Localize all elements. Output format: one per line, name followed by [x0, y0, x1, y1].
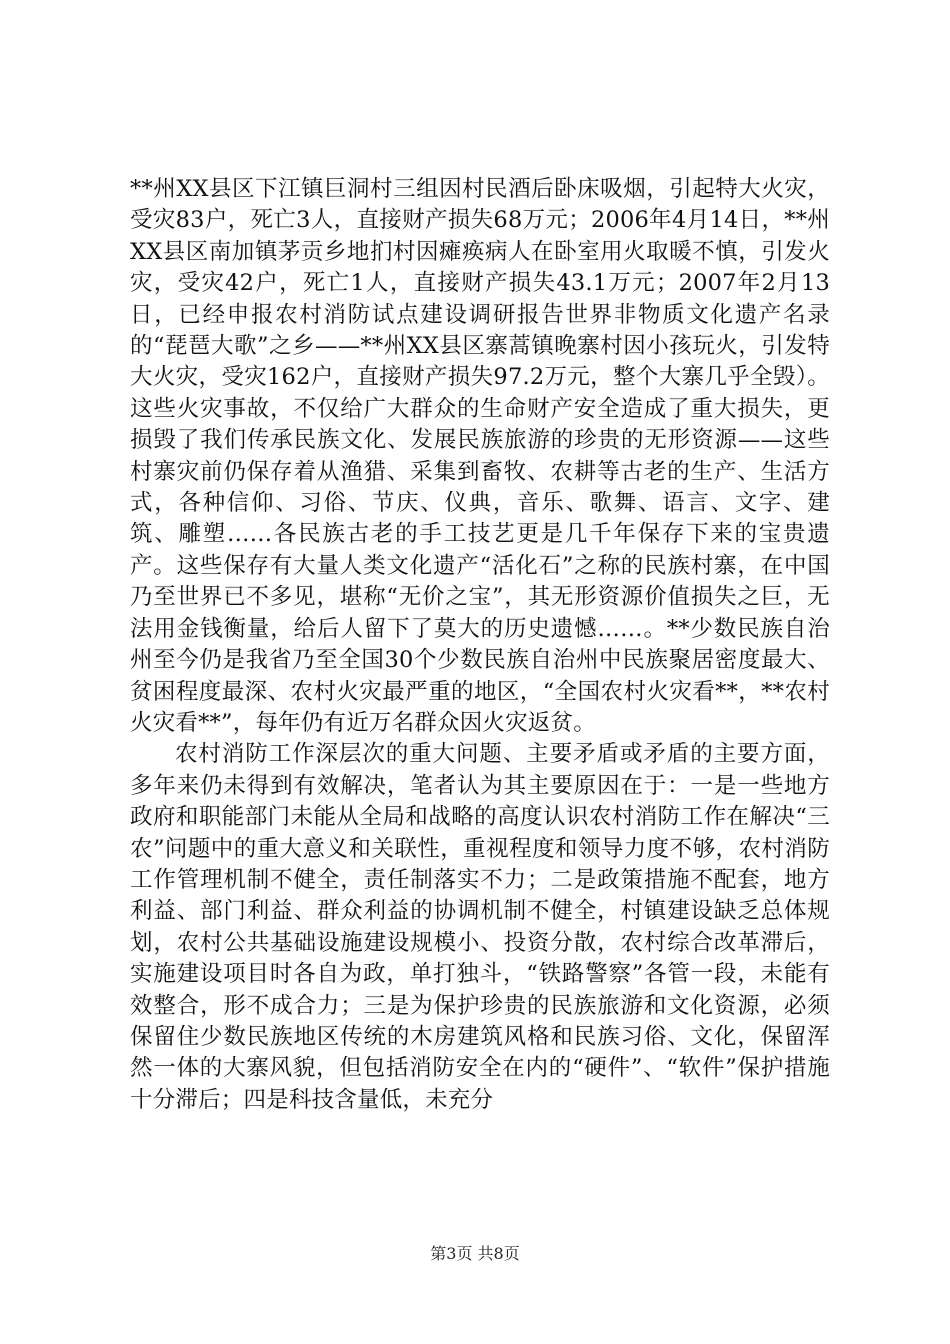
page-footer: 第3页 共8页 — [430, 1244, 520, 1263]
paragraph-fire-incidents: **州XX县区下江镇巨洞村三组因村民酒后卧床吸烟，引起特大火灾，受灾83户，死亡3人，直接财产损失68万元；2006年4月14日，**州XX县区南加镇茅贡乡地扪村因瘫痪病人在卧室用火取暖不慎，引发火灾，受灾42户，死亡1人，直接财产损失43.1万元；2007年2月13日，已经申报农村消防试点建设调研报告世界非物质文化遗产名录的“琵琶大歌”之乡——**州XX县区寨蒿镇晚寨村因小孩玩火，引发特大火灾，受灾162户，直接财产损失97.2万元，整个大寨几乎全毁）。这些火灾事故，不仅给广大群众的生命财产安全造成了重大损失，更损毁了我们传承民族文化、发展民族旅游的珍贵的无形资源——这些村寨灾前仍保存着从渔猎、采集到畜牧、农耕等古老的生产、生活方式，各种信仰、习俗、节庆、仪典，音乐、歌舞、语言、文字、建筑、雕塑……各民族古老的手工技艺更是几千年保存下来的宝贵遗产。这些保存有大量人类文化遗产“活化石”之称的民族村寨，在中国乃至世界已不多见，堪称“无价之宝”，其无形资源价值损失之巨，无法用金钱衡量，给后人留下了莫大的历史遗憾……。**少数民族自治州至今仍是我省乃至全国30个少数民族自治州中民族聚居密度最大、贫困程度最深、农村火灾最严重的地区，“全国农村火灾看**，**农村火灾看**”，每年仍有近万名群众因火灾返贫。 — [130, 176, 830, 736]
document-body — [130, 174, 830, 1116]
paragraph-main-causes: 农村消防工作深层次的重大问题、主要矛盾或矛盾的主要方面，多年来仍未得到有效解决，笔者认为其主要原因在于：一是一些地方政府和职能部门未能从全局和战略的高度认识农村消防工作在解决“三农”问题中的重大意义和关联性，重视程度和领导力度不够，农村消防工作管理机制不健全，责任制落实不力；二是政策措施不配套，地方利益、部门利益、群众利益的协调机制不健全，村镇建设缺乏总体规划，农村公共基础设施建设规模小、投资分散，农村综合改革滞后，实施建设项目时各自为政，单打独斗，“铁路警察”各管一段，未能有效整合，形不成合力；三是为保护珍贵的民族旅游和文化资源，必须保留住少数民族地区传统的木房建筑风格和民族习俗、文化，保留浑然一体的大寨风貌，但包括消防安全在内的“硬件”、“软件”保护措施十分滞后；四是科技含量低，未充分 — [130, 741, 830, 1113]
